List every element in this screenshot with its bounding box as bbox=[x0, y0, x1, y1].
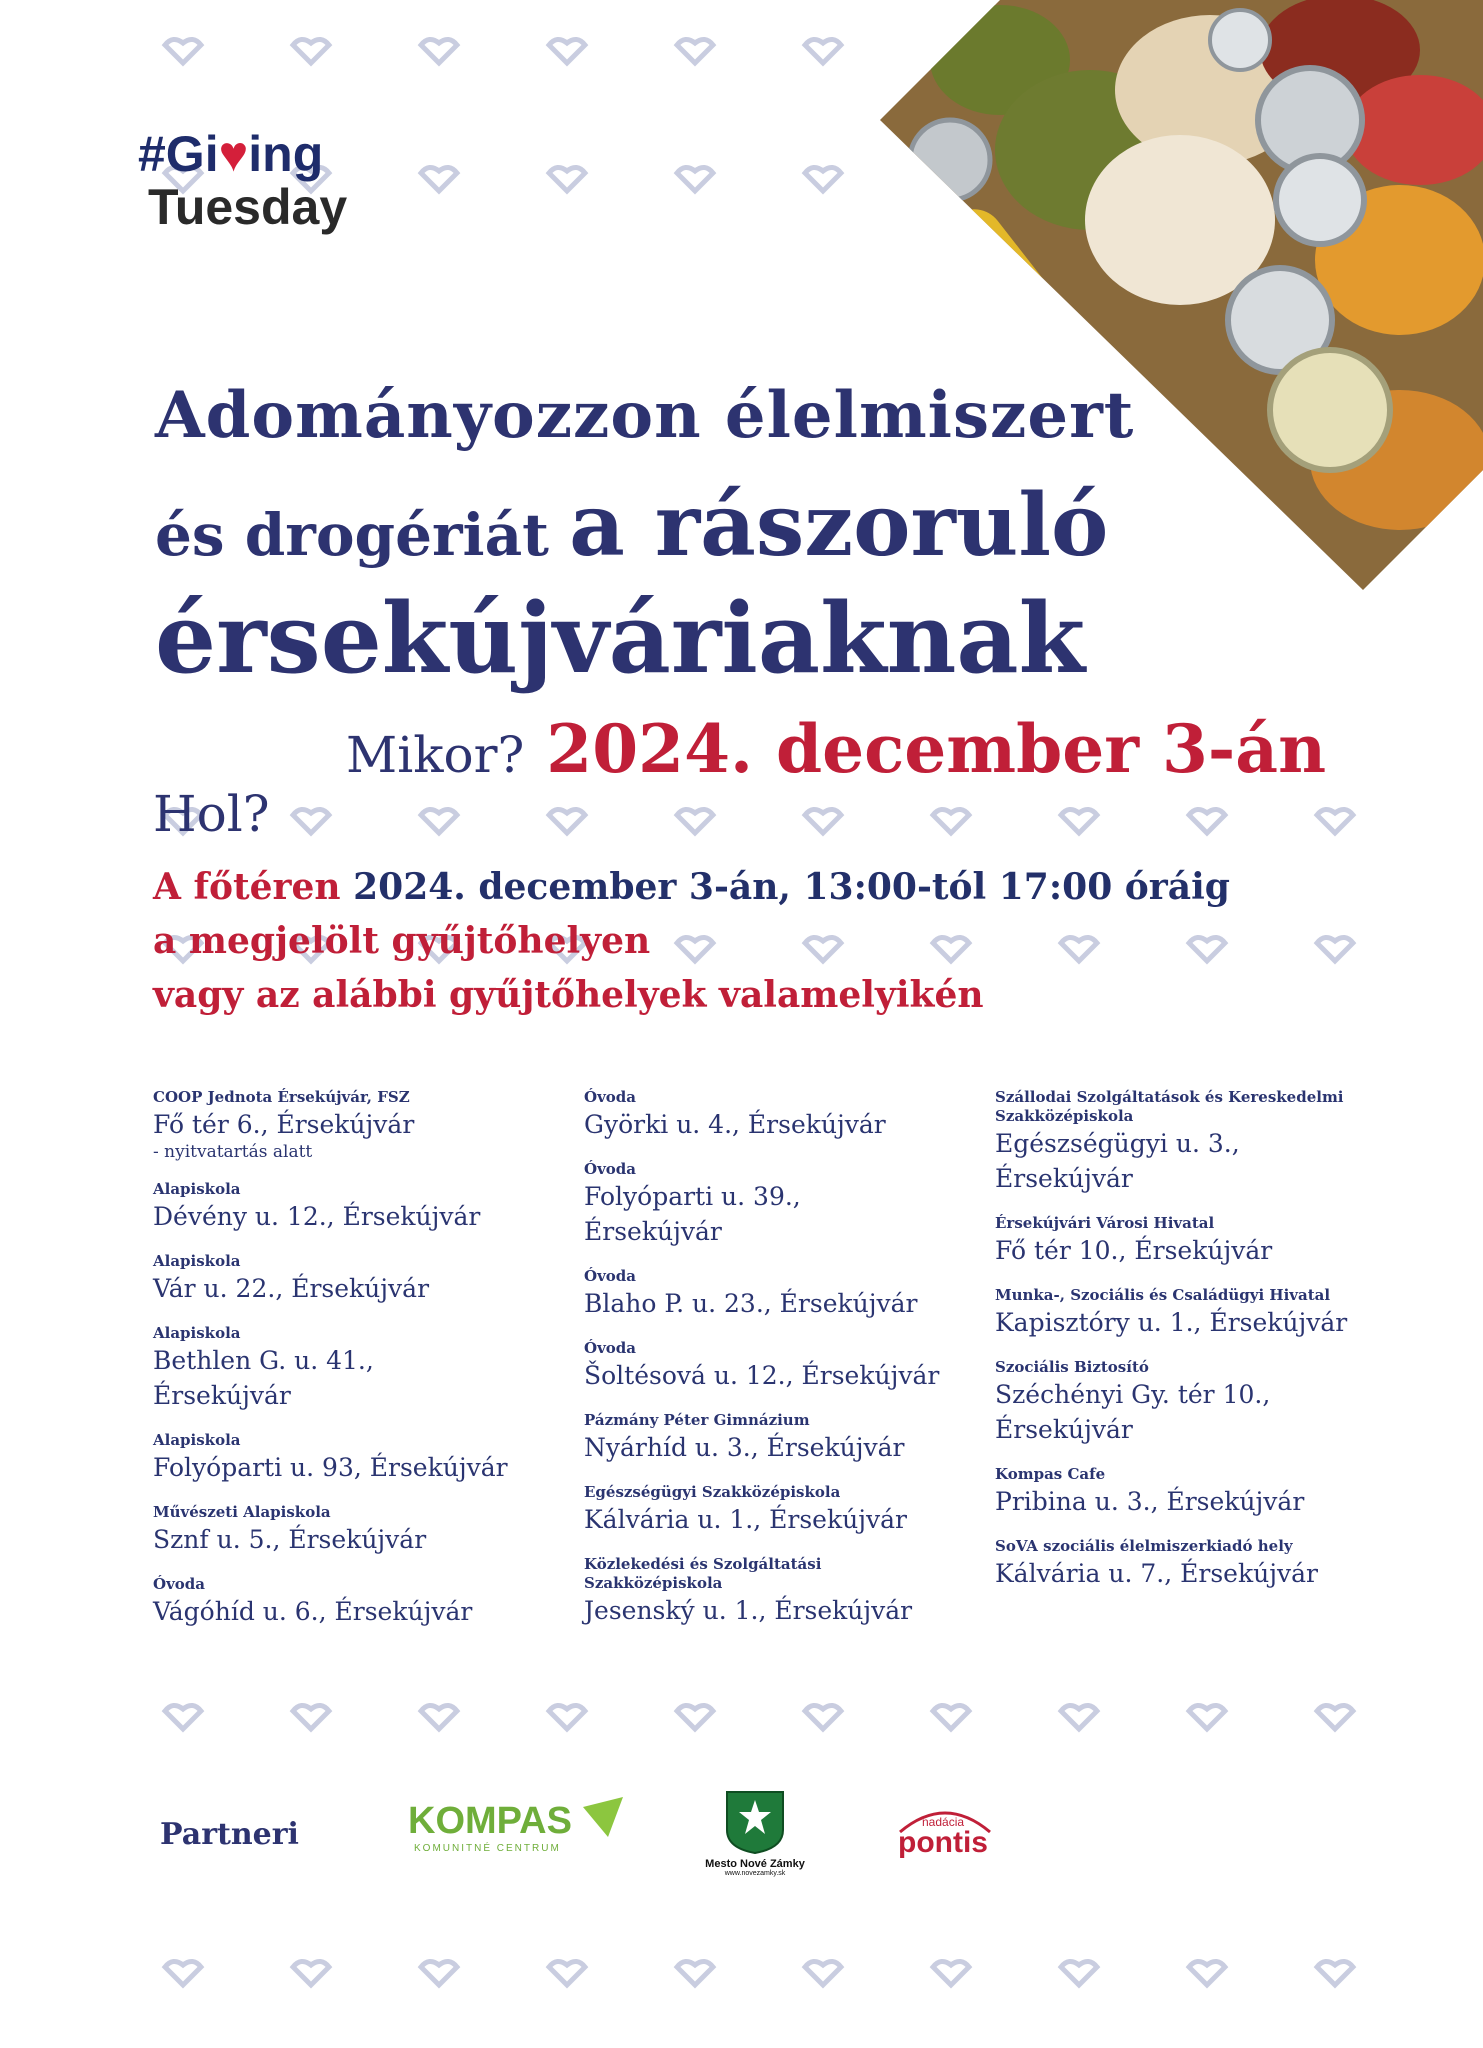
location-item bbox=[995, 1286, 1385, 1340]
location-item bbox=[995, 1088, 1385, 1196]
heart-pattern-icon bbox=[1189, 1705, 1225, 1729]
heart-pattern-icon bbox=[933, 1961, 969, 1985]
location-address: Fő tér 10., Érsekújvár bbox=[995, 1236, 1273, 1265]
location-item bbox=[995, 1537, 1385, 1591]
location-name: Óvoda bbox=[584, 1088, 636, 1106]
location-item bbox=[153, 1180, 513, 1234]
heart-pattern-icon bbox=[1061, 1961, 1097, 1985]
heart-pattern-icon bbox=[293, 39, 329, 63]
location-name: Közlekedési és Szolgáltatási Szakközépiskola bbox=[584, 1555, 822, 1592]
location-address: Sznf u. 5., Érsekújvár bbox=[153, 1525, 427, 1554]
location-item bbox=[584, 1088, 944, 1142]
mesto-nove-zamky-logo: Mesto Nové Zámky www.novezamky.sk bbox=[700, 1790, 810, 1900]
heart-icon: ♥ bbox=[218, 126, 249, 182]
heart-pattern-icon bbox=[677, 167, 713, 191]
location-address: Györki u. 4., Érsekújvár bbox=[584, 1110, 886, 1139]
where-details: A főtéren 2024. december 3-án, 13:00-tól 17:00 óráig a megjelölt gyűjtőhelyen vagy az alábbi gyűjtőhelyek valamelyikén bbox=[153, 866, 1230, 1016]
location-item bbox=[153, 1575, 513, 1629]
locations-column-3 bbox=[995, 1088, 1385, 1609]
location-item bbox=[153, 1252, 513, 1306]
location-name: Kompas Cafe bbox=[995, 1465, 1106, 1483]
locations-column-2 bbox=[584, 1088, 944, 1646]
location-item bbox=[584, 1555, 944, 1628]
location-item bbox=[153, 1088, 513, 1162]
location-address: Pribina u. 3., Érsekújvár bbox=[995, 1487, 1305, 1516]
heart-pattern-icon bbox=[549, 1961, 585, 1985]
location-item bbox=[995, 1358, 1385, 1447]
location-name: Művészeti Alapiskola bbox=[153, 1503, 331, 1521]
location-name: SoVA szociális élelmiszerkiadó hely bbox=[995, 1537, 1293, 1555]
headline-line-2: és drogériát a rászoruló bbox=[155, 475, 1109, 576]
heart-pattern-icon bbox=[1317, 809, 1353, 833]
heart-pattern-icon bbox=[805, 1705, 841, 1729]
location-address: Vár u. 22., Érsekújvár bbox=[153, 1274, 430, 1303]
location-name: Szállodai Szolgáltatások és Kereskedelmi Szakközépiskola bbox=[995, 1088, 1344, 1125]
location-item bbox=[584, 1339, 944, 1393]
city-crest-icon bbox=[725, 1790, 785, 1854]
heart-pattern-icon bbox=[805, 1961, 841, 1985]
partners-label: Partneri bbox=[160, 1817, 299, 1852]
location-address: Jesenský u. 1., Érsekújvár bbox=[584, 1596, 913, 1625]
location-name: COOP Jednota Érsekújvár, FSZ bbox=[153, 1088, 410, 1106]
location-address: Széchényi Gy. tér 10., Érsekújvár bbox=[995, 1380, 1271, 1444]
heart-pattern-icon bbox=[1317, 1961, 1353, 1985]
svg-text:pontis: pontis bbox=[898, 1826, 988, 1859]
location-address: Šoltésová u. 12., Érsekújvár bbox=[584, 1361, 940, 1390]
when-section bbox=[346, 710, 1326, 788]
heart-pattern-icon bbox=[293, 1961, 329, 1985]
svg-text:KOMPAS: KOMPAS bbox=[408, 1800, 572, 1842]
pontis-logo bbox=[890, 1800, 1000, 1860]
when-label: Mikor? bbox=[346, 726, 525, 784]
location-name: Pázmány Péter Gimnázium bbox=[584, 1411, 810, 1429]
heart-pattern-icon bbox=[421, 1961, 457, 1985]
location-address: Kálvária u. 7., Érsekújvár bbox=[995, 1559, 1318, 1588]
heart-pattern-icon bbox=[1317, 937, 1353, 961]
heart-pattern-icon bbox=[933, 1705, 969, 1729]
heart-pattern-icon bbox=[549, 167, 585, 191]
heart-pattern-icon bbox=[421, 39, 457, 63]
location-address: Blaho P. u. 23., Érsekújvár bbox=[584, 1289, 918, 1318]
heart-pattern-icon bbox=[421, 167, 457, 191]
heart-pattern-icon bbox=[1189, 1961, 1225, 1985]
location-address: Kálvária u. 1., Érsekújvár bbox=[584, 1505, 907, 1534]
location-address: Egészségügyi u. 3., Érsekújvár bbox=[995, 1129, 1240, 1193]
heart-pattern-icon bbox=[805, 39, 841, 63]
location-address: Folyóparti u. 93, Érsekújvár bbox=[153, 1453, 508, 1482]
location-name: Munka-, Szociális és Családügyi Hivatal bbox=[995, 1286, 1331, 1304]
location-name: Óvoda bbox=[584, 1160, 636, 1178]
heart-pattern-icon bbox=[165, 1961, 201, 1985]
heart-pattern-icon bbox=[677, 809, 713, 833]
location-name: Óvoda bbox=[584, 1267, 636, 1285]
heart-pattern-icon bbox=[165, 1705, 201, 1729]
heart-pattern-icon bbox=[1061, 809, 1097, 833]
location-item bbox=[153, 1431, 513, 1485]
headline-line-1: Adományozzon élelmiszert bbox=[155, 378, 1135, 453]
heart-pattern-icon bbox=[549, 809, 585, 833]
kompas-logo bbox=[408, 1795, 626, 1857]
location-name: Szociális Biztosító bbox=[995, 1358, 1149, 1376]
location-item bbox=[995, 1214, 1385, 1268]
location-item bbox=[153, 1503, 513, 1557]
location-address: Folyóparti u. 39., Érsekújvár bbox=[584, 1182, 801, 1246]
heart-pattern-icon bbox=[805, 167, 841, 191]
heart-pattern-icon bbox=[421, 1705, 457, 1729]
location-name: Alapiskola bbox=[153, 1180, 241, 1198]
location-address: Kapisztóry u. 1., Érsekújvár bbox=[995, 1308, 1348, 1337]
location-item bbox=[584, 1483, 944, 1537]
heart-pattern-icon bbox=[421, 809, 457, 833]
heart-pattern-icon bbox=[293, 809, 329, 833]
heart-pattern-icon bbox=[805, 809, 841, 833]
heart-pattern-icon bbox=[677, 39, 713, 63]
location-note: - nyitvatartás alatt bbox=[153, 1142, 313, 1162]
svg-text:KOMUNITNÉ CENTRUM: KOMUNITNÉ CENTRUM bbox=[414, 1843, 561, 1854]
heart-pattern-icon bbox=[677, 1705, 713, 1729]
location-item bbox=[995, 1465, 1385, 1519]
location-address: Fő tér 6., Érsekújvár bbox=[153, 1110, 415, 1139]
event-date: 2024. december 3-án bbox=[546, 710, 1327, 788]
location-item bbox=[153, 1324, 513, 1413]
heart-pattern-icon bbox=[1061, 1705, 1097, 1729]
heart-pattern-icon bbox=[549, 1705, 585, 1729]
location-address: Vágóhíd u. 6., Érsekújvár bbox=[153, 1597, 473, 1626]
location-address: Dévény u. 12., Érsekújvár bbox=[153, 1202, 481, 1231]
where-label: Hol? bbox=[153, 785, 270, 843]
heart-pattern-icon bbox=[293, 1705, 329, 1729]
heart-pattern-icon bbox=[933, 809, 969, 833]
location-name: Alapiskola bbox=[153, 1431, 241, 1449]
location-item bbox=[584, 1160, 944, 1249]
heart-pattern-icon bbox=[1317, 1705, 1353, 1729]
heart-pattern-icon bbox=[549, 39, 585, 63]
location-name: Alapiskola bbox=[153, 1324, 241, 1342]
svg-text:nadácia: nadácia bbox=[922, 1815, 965, 1829]
location-item bbox=[584, 1411, 944, 1465]
heart-pattern-icon bbox=[165, 39, 201, 63]
location-name: Óvoda bbox=[153, 1575, 205, 1593]
location-address: Nyárhíd u. 3., Érsekújvár bbox=[584, 1433, 905, 1462]
locations-column-1 bbox=[153, 1088, 513, 1647]
location-name: Óvoda bbox=[584, 1339, 636, 1357]
giving-tuesday-logo: #Gi♥ing Tuesday bbox=[138, 126, 348, 235]
heart-pattern-icon bbox=[1189, 809, 1225, 833]
location-name: Alapiskola bbox=[153, 1252, 241, 1270]
location-name: Egészségügyi Szakközépiskola bbox=[584, 1483, 841, 1501]
heart-pattern-icon bbox=[677, 1961, 713, 1985]
location-address: Bethlen G. u. 41., Érsekújvár bbox=[153, 1346, 374, 1410]
headline-line-3: érsekújváriaknak bbox=[155, 582, 1086, 695]
location-item bbox=[584, 1267, 944, 1321]
location-name: Érsekújvári Városi Hivatal bbox=[995, 1214, 1215, 1232]
